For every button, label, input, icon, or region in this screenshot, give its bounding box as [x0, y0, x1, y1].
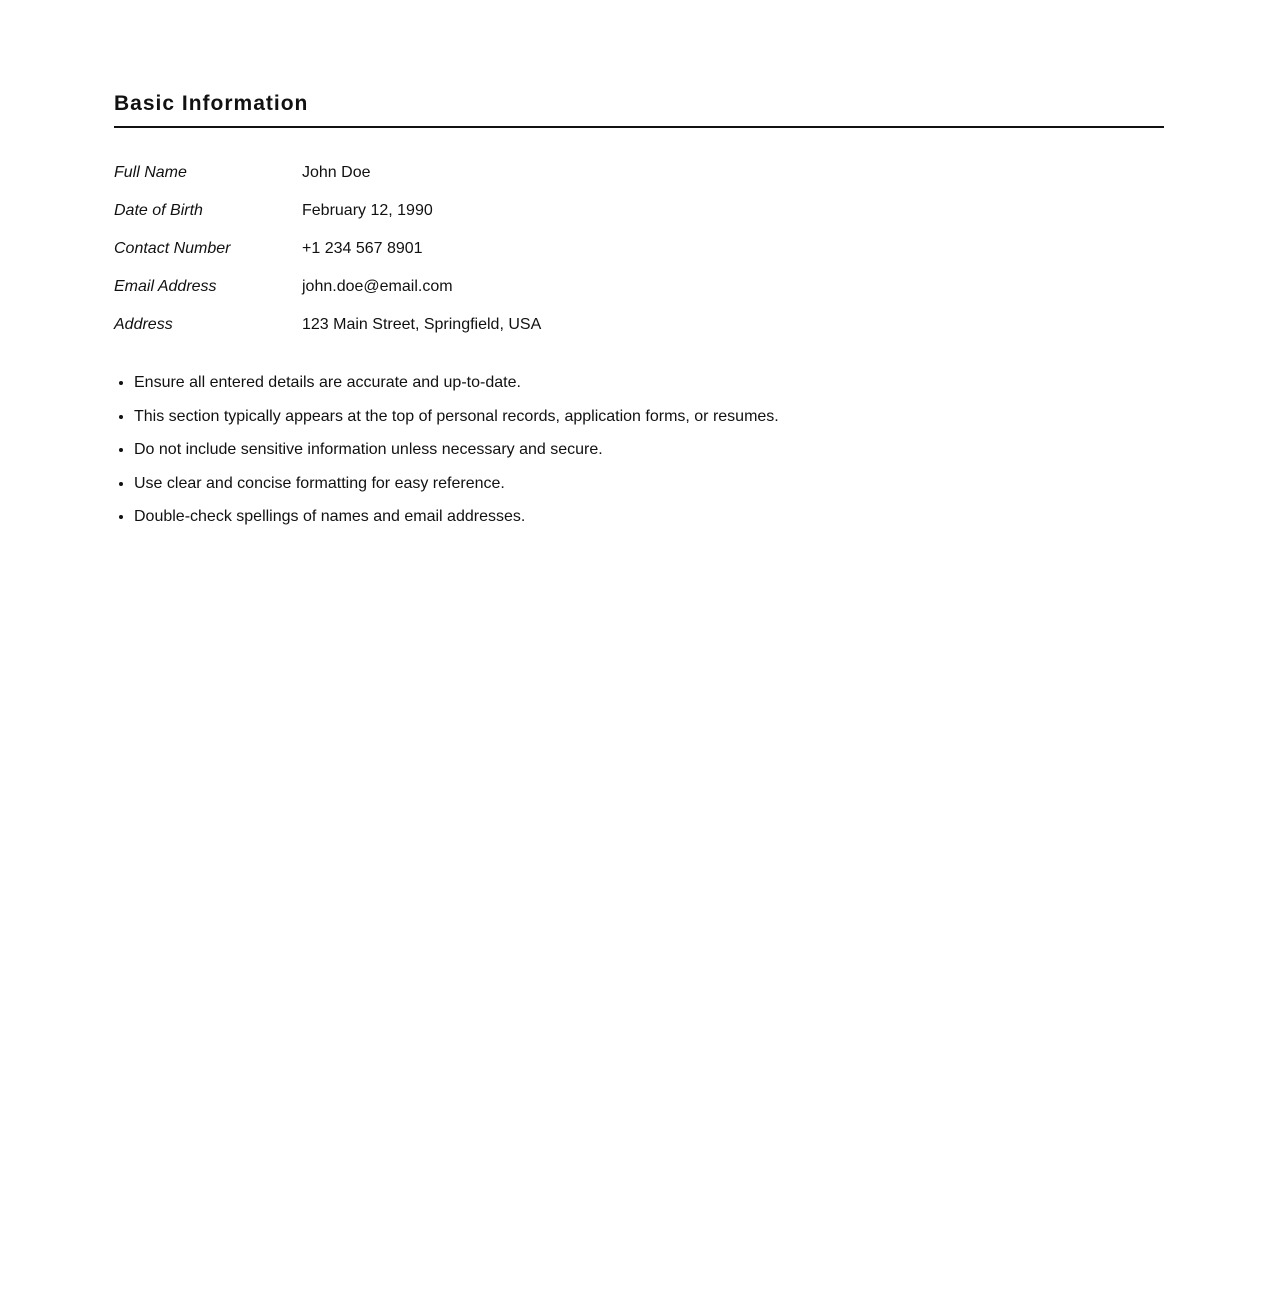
date-of-birth-value: February 12, 1990: [302, 202, 433, 219]
info-row-full-name: [114, 154, 541, 192]
contact-number-label: Contact Number: [114, 240, 231, 257]
basic-info-page: [0, 0, 1278, 526]
tip-item: • This section typically appears at the top of personal records, application forms, or resumes.: [134, 407, 1164, 426]
address-label: Address: [114, 316, 173, 333]
date-of-birth-label: Date of Birth: [114, 202, 203, 219]
full-name-label: Full Name: [114, 164, 187, 181]
section-title: Basic Information: [114, 91, 1164, 128]
info-table: [114, 154, 541, 344]
info-row-date-of-birth: [114, 192, 541, 230]
tip-item: • Double-check spellings of names and email addresses.: [134, 507, 1164, 526]
tip-item: • Ensure all entered details are accurate and up-to-date.: [134, 373, 1164, 392]
info-row-address: [114, 306, 541, 344]
email-address-label: Email Address: [114, 278, 217, 295]
info-row-contact-number: [114, 230, 541, 268]
email-address-value: john.doe@email.com: [302, 278, 453, 295]
address-value: 123 Main Street, Springfield, USA: [302, 316, 542, 333]
info-row-email-address: [114, 268, 541, 306]
tips-list: [114, 373, 1164, 526]
tip-item: • Use clear and concise formatting for easy reference.: [134, 474, 1164, 493]
tip-item: • Do not include sensitive information unless necessary and secure.: [134, 440, 1164, 459]
full-name-value: John Doe: [302, 164, 371, 181]
contact-number-value: +1 234 567 8901: [302, 240, 423, 257]
